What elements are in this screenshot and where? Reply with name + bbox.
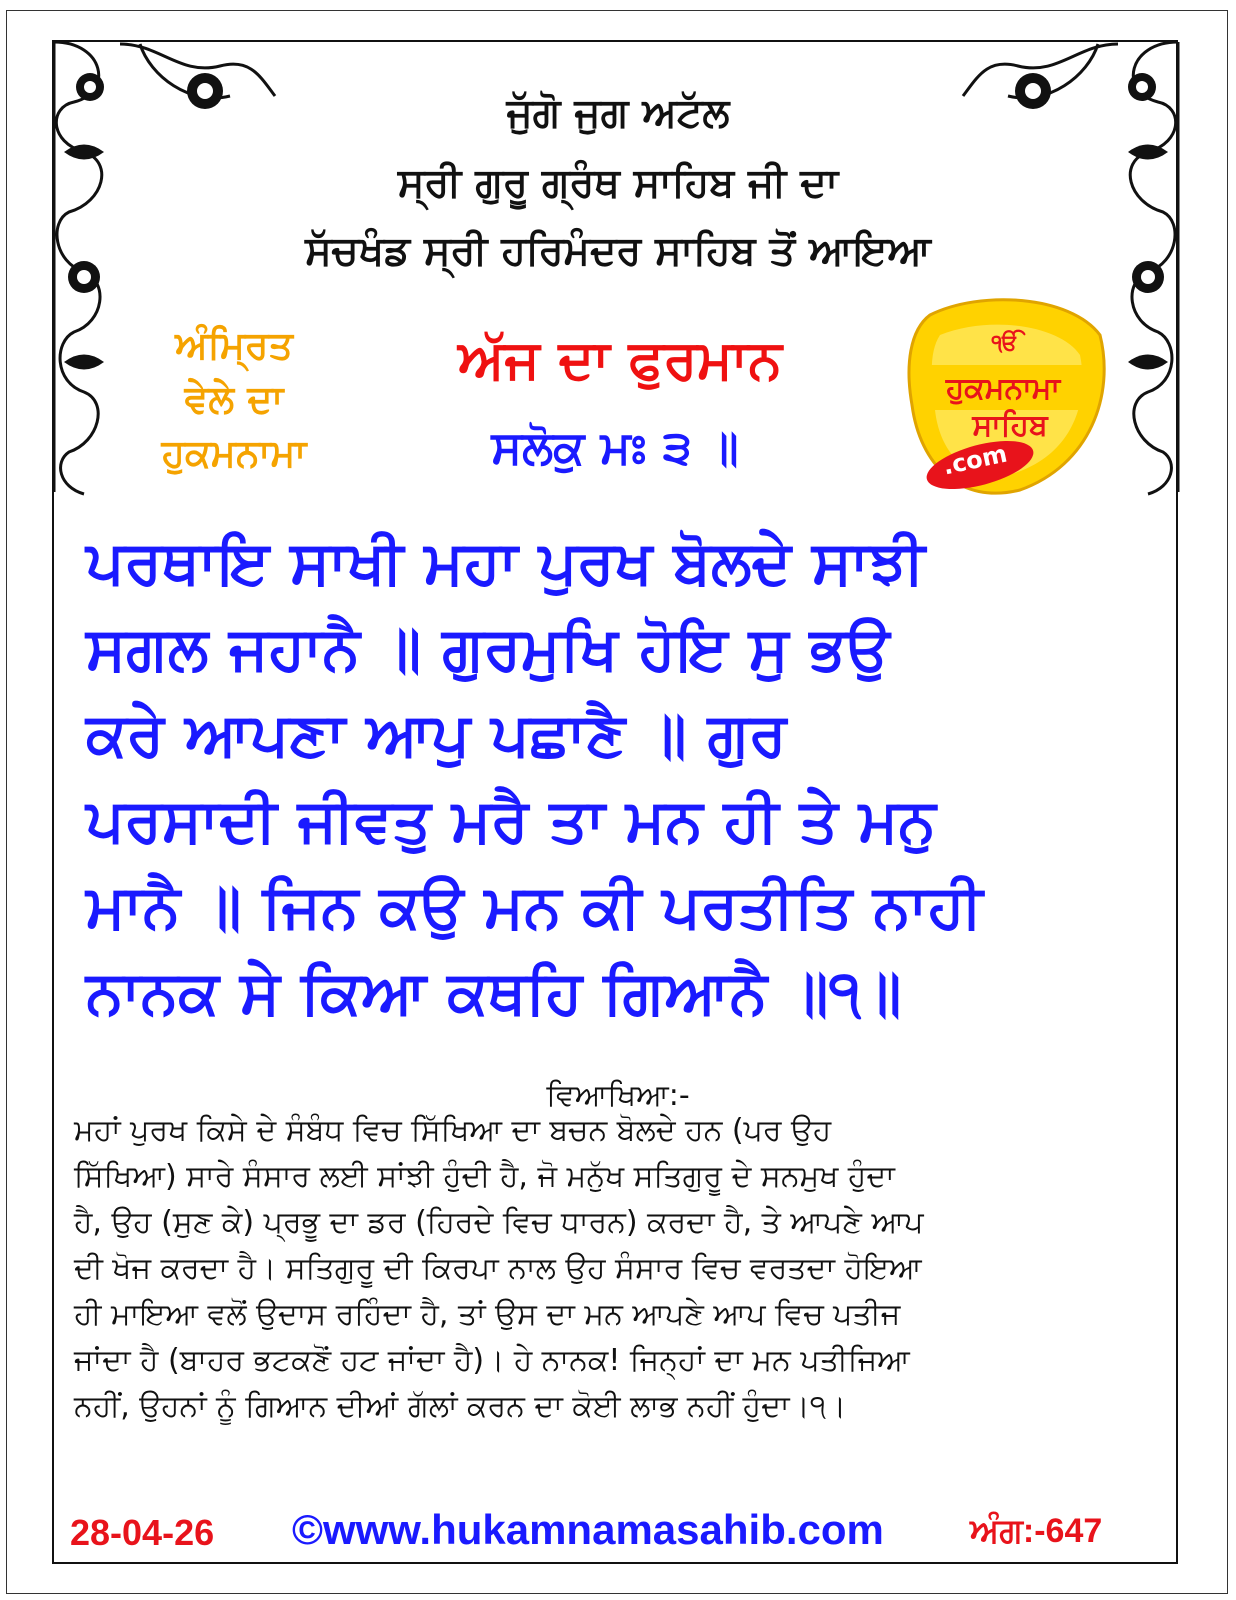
- verse-line: ਨਾਨਕ ਸੇ ਕਿਆ ਕਥਹਿ ਗਿਆਨੈ ॥੧॥: [86, 958, 902, 1028]
- verse-line: ਪਰਸਾਦੀ ਜੀਵਤੁ ਮਰੈ ਤਾ ਮਨ ਹੀ ਤੇ ਮਨੁ: [86, 786, 936, 856]
- explanation-line: ਦੀ ਖੋਜ ਕਰਦਾ ਹੈ। ਸਤਿਗੁਰੂ ਦੀ ਕਿਰਪਾ ਨਾਲ ਉਹ ਸੰਸਾਰ ਵਿਚ ਵਰਤਦਾ ਹੋਇਆ: [74, 1251, 922, 1286]
- verse-line: ਕਰੇ ਆਪਣਾ ਆਪੁ ਪਛਾਣੈ ॥ ਗੁਰ: [86, 700, 787, 770]
- footer-website-link[interactable]: ©www.hukamnamasahib.com: [292, 1506, 884, 1553]
- verse-line: ਮਾਨੈ ॥ ਜਿਨ ਕਉ ਮਨ ਕੀ ਪਰਤੀਤਿ ਨਾਹੀ: [86, 872, 983, 942]
- amrit-vele-label: [124, 318, 344, 480]
- verse-line: ਪਰਥਾਇ ਸਾਖੀ ਮਹਾ ਪੁਰਖ ਬੋਲਦੇ ਸਾਝੀ: [86, 528, 925, 598]
- vyakhya-label: ਵਿਆਖਿਆ:-: [546, 1078, 690, 1113]
- gurbani-verse: [86, 520, 1156, 1036]
- amrit-line-3: ਹੁਕਮਨਾਮਾ: [161, 431, 307, 475]
- explanation-line: ਹੀ ਮਾਇਆ ਵਲੋਂ ਉਦਾਸ ਰਹਿੰਦਾ ਹੈ, ਤਾਂ ਉਸ ਦਾ ਮਨ ਆਪਣੇ ਆਪ ਵਿਚ ਪਤੀਜ: [74, 1297, 901, 1332]
- salok-heading: ਸਲੋਕੁ ਮਃ ੩ ॥: [491, 420, 739, 474]
- amrit-line-2: ਵੇਲੇ ਦਾ: [184, 377, 284, 421]
- logo-text-hukamnama: ਹੁਕਮਨਾਮਾ: [945, 371, 1061, 406]
- explanation-text: [74, 1108, 1164, 1430]
- amrit-line-1: ਅੰਮ੍ਰਿਤ: [175, 323, 293, 367]
- header-line-3: ਸੱਚਖੰਡ ਸ੍ਰੀ ਹਰਿਮੰਦਰ ਸਾਹਿਬ ਤੋਂ ਆਇਆ: [305, 228, 931, 274]
- header-line-1: ਜੁੱਗੋ ਜੁਗ ਅਟੱਲ: [506, 90, 730, 136]
- verse-line: ਸਗਲ ਜਹਾਨੈ ॥ ਗੁਰਮੁਖਿ ਹੋਇ ਸੁ ਭਉ: [86, 614, 890, 684]
- explanation-line: ਜਾਂਦਾ ਹੈ (ਬਾਹਰ ਭਟਕਣੋਂ ਹਟ ਜਾਂਦਾ ਹੈ)। ਹੇ ਨਾਨਕ! ਜਿਨ੍ਹਾਂ ਦਾ ਮਨ ਪਤੀਜਿਆ: [74, 1343, 910, 1378]
- ik-onkar-symbol: ੴ: [991, 331, 1019, 356]
- explanation-line: ਸਿੱਖਿਆ) ਸਾਰੇ ਸੰਸਾਰ ਲਈ ਸਾਂਝੀ ਹੁੰਦੀ ਹੈ, ਜੋ ਮਨੁੱਖ ਸਤਿਗੁਰੂ ਦੇ ਸਨਮੁਖ ਹੁੰਦਾ: [74, 1159, 895, 1194]
- footer-ang-number: ਅੰਗ:-647: [970, 1512, 1103, 1550]
- explanation-line: ਨਹੀਂ, ਉਹਨਾਂ ਨੂੰ ਗਿਆਨ ਦੀਆਂ ਗੱਲਾਂ ਕਰਨ ਦਾ ਕੋਈ ਲਾਭ ਨਹੀਂ ਹੁੰਦਾ।੧।: [74, 1389, 847, 1424]
- explanation-line: ਮਹਾਂ ਪੁਰਖ ਕਿਸੇ ਦੇ ਸੰਬੰਧ ਵਿਚ ਸਿੱਖਿਆ ਦਾ ਬਚਨ ਬੋਲਦੇ ਹਨ (ਪਰ ਉਹ: [74, 1113, 832, 1148]
- footer-date: 28-04-26: [70, 1512, 215, 1553]
- header-line-2: ਸ੍ਰੀ ਗੁਰੂ ਗ੍ਰੰਥ ਸਾਹਿਬ ਜੀ ਦਾ: [397, 160, 839, 206]
- page-title: ਅੱਜ ਦਾ ਫੁਰਮਾਨ: [458, 328, 782, 391]
- logo-text-com: .com: [940, 439, 1010, 481]
- logo-text-sahib: ਸਾਹਿਬ: [972, 408, 1048, 443]
- explanation-line: ਹੈ, ਉਹ (ਸੁਣ ਕੇ) ਪ੍ਰਭੂ ਦਾ ਡਰ (ਹਿਰਦੇ ਵਿਚ ਧਾਰਨ) ਕਰਦਾ ਹੈ, ਤੇ ਆਪਣੇ ਆਪ: [74, 1205, 924, 1240]
